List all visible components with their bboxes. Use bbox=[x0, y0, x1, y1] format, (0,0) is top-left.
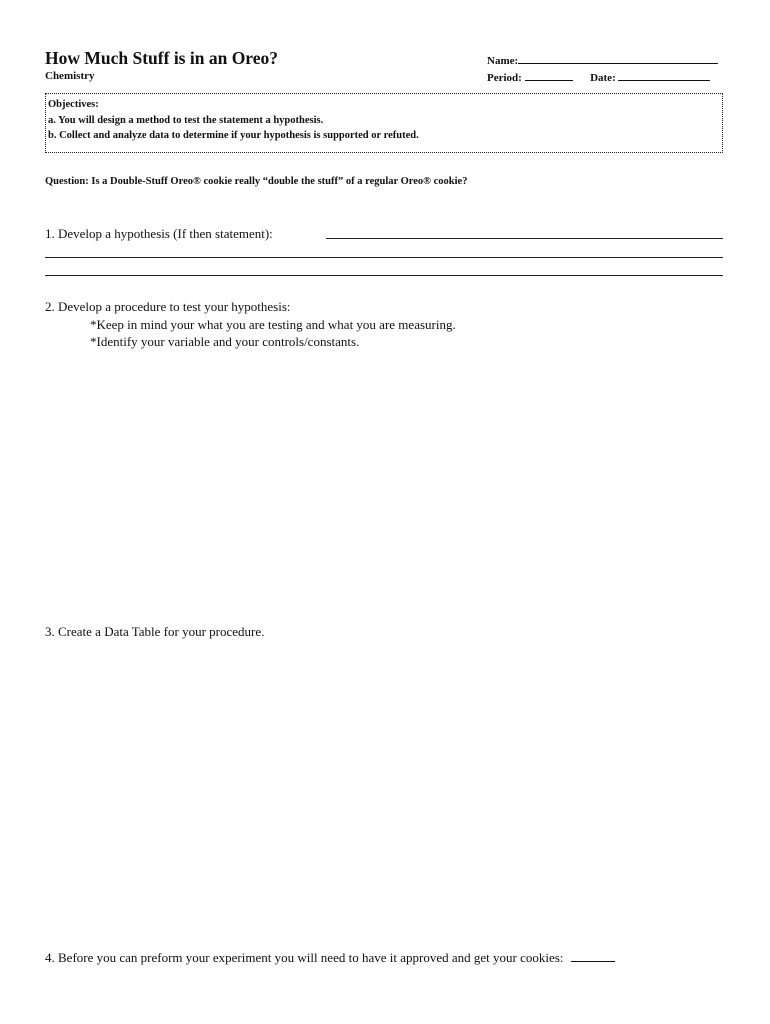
step-3-label: 3. Create a Data Table for your procedure. bbox=[45, 624, 265, 639]
objectives-heading: Objectives: bbox=[48, 99, 99, 110]
step-2-label: 2. Develop a procedure to test your hypothesis: bbox=[45, 299, 291, 314]
data-table-answer-area[interactable] bbox=[45, 650, 723, 935]
objective-item-a: a. You will design a method to test the statement a hypothesis. bbox=[48, 114, 324, 126]
objective-item-b: b. Collect and analyze data to determine if your hypothesis is supported or refuted. bbox=[48, 130, 419, 141]
hypothesis-answer-line-3[interactable] bbox=[45, 275, 723, 276]
hypothesis-answer-line-1[interactable] bbox=[326, 238, 723, 239]
step-1-label: 1. Develop a hypothesis (If then statement): bbox=[45, 226, 273, 241]
subject-label: Chemistry bbox=[45, 70, 95, 82]
period-blank[interactable] bbox=[525, 70, 573, 81]
step-2-block bbox=[45, 298, 456, 351]
date-blank[interactable] bbox=[618, 70, 710, 81]
step-4-row bbox=[45, 950, 615, 966]
date-label: Date: bbox=[590, 72, 616, 84]
period-date-row bbox=[487, 70, 710, 84]
name-blank[interactable] bbox=[518, 53, 718, 64]
approval-blank[interactable] bbox=[571, 951, 615, 962]
name-field[interactable] bbox=[487, 53, 718, 67]
objectives-box bbox=[45, 93, 723, 153]
step-4-label: 4. Before you can preform your experiment you will need to have it approved and get your cookies: bbox=[45, 950, 564, 965]
step-2-bullet-2: *Identify your variable and your controls/constants. bbox=[90, 334, 360, 349]
step-2-bullet-1: *Keep in mind your what you are testing and what you are measuring. bbox=[90, 316, 456, 332]
name-label: Name: bbox=[487, 55, 519, 67]
worksheet-title: How Much Stuff is in an Oreo? bbox=[45, 48, 279, 68]
procedure-answer-area[interactable] bbox=[45, 356, 723, 611]
period-label: Period: bbox=[487, 72, 522, 84]
hypothesis-answer-line-2[interactable] bbox=[45, 257, 723, 258]
research-question: Question: Is a Double-Stuff Oreo® cookie really “double the stuff” of a regular Oreo® cookie? bbox=[45, 176, 468, 187]
